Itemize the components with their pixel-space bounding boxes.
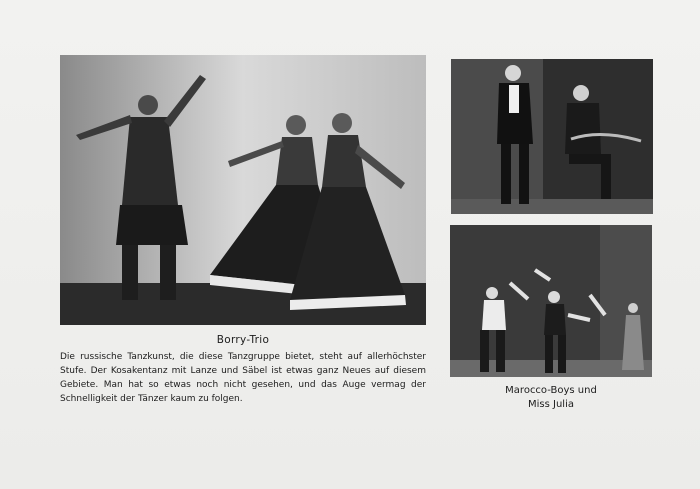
dancers-photo: [60, 55, 426, 325]
side-caption-line2: Miss Julia: [528, 399, 574, 410]
dancers-photo-art: [60, 55, 426, 325]
side-caption: [450, 384, 652, 412]
main-caption-text: Die russische Tanzkunst, die diese Tanzgruppe bietet, steht auf allerhöchster Stufe. Der Kosakentanz mit Lanze und Säbel ist etwas ganz Neues auf diesem Gebiete. Man hat so etwas noch nicht gesehen, und das Auge vermag der Schnelligkeit der Tänzer kaum zu folgen.: [60, 352, 426, 404]
jugglers-photo: [450, 225, 652, 377]
musicians-photo-art: [451, 59, 653, 214]
main-caption-title: Borry-Trio: [216, 334, 270, 346]
jugglers-photo-art: [450, 225, 652, 377]
side-caption-line1: Marocco-Boys und: [505, 385, 597, 396]
musicians-photo: [451, 59, 653, 214]
